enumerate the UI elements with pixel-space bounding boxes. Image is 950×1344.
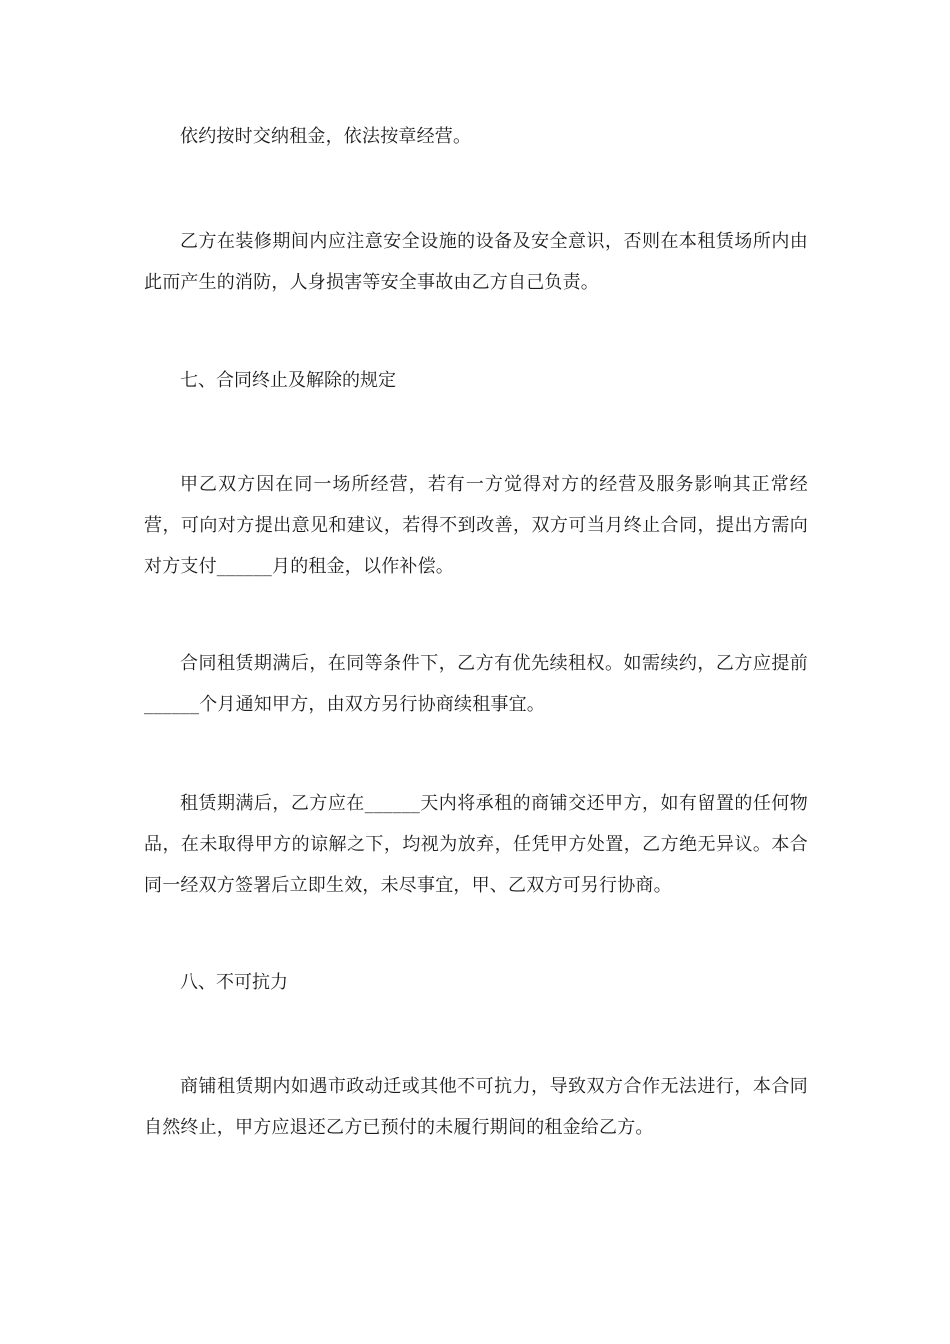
paragraph-force-majeure: 商铺租赁期内如遇市政动迁或其他不可抗力，导致双方合作无法进行，本合同自然终止，甲方应退还乙方已预付的未履行期间的租金给乙方。 (144, 1076, 808, 1138)
paragraph-lease-renewal: 合同租赁期满后，在同等条件下，乙方有优先续租权。如需续约，乙方应提前______个月通知甲方，由双方另行协商续租事宜。 (144, 653, 808, 715)
paragraph-rent-payment: 依约按时交纳租金，依法按章经营。 (180, 126, 472, 147)
paragraph-lease-expiry: 租赁期满后，乙方应在______天内将承租的商铺交还甲方，如有留置的任何物品，在未取得甲方的谅解之下，均视为放弃，任凭甲方处置，乙方绝无异议。本合同一经双方签署后立即生效，未尽事宜，甲、乙双方可另行协商。 (144, 793, 808, 896)
section-heading-termination: 七、合同终止及解除的规定 (180, 370, 396, 391)
paragraph-renovation-safety: 乙方在装修期间内应注意安全设施的设备及安全意识，否则在本租赁场所内由此而产生的消防，人身损害等安全事故由乙方自己负责。 (144, 231, 808, 293)
paragraph-mutual-termination: 甲乙双方因在同一场所经营，若有一方觉得对方的经营及服务影响其正常经营，可向对方提出意见和建议，若得不到改善，双方可当月终止合同，提出方需向对方支付______月的租金，以作补偿。 (144, 474, 808, 577)
section-heading-force-majeure: 八、不可抗力 (180, 972, 288, 993)
